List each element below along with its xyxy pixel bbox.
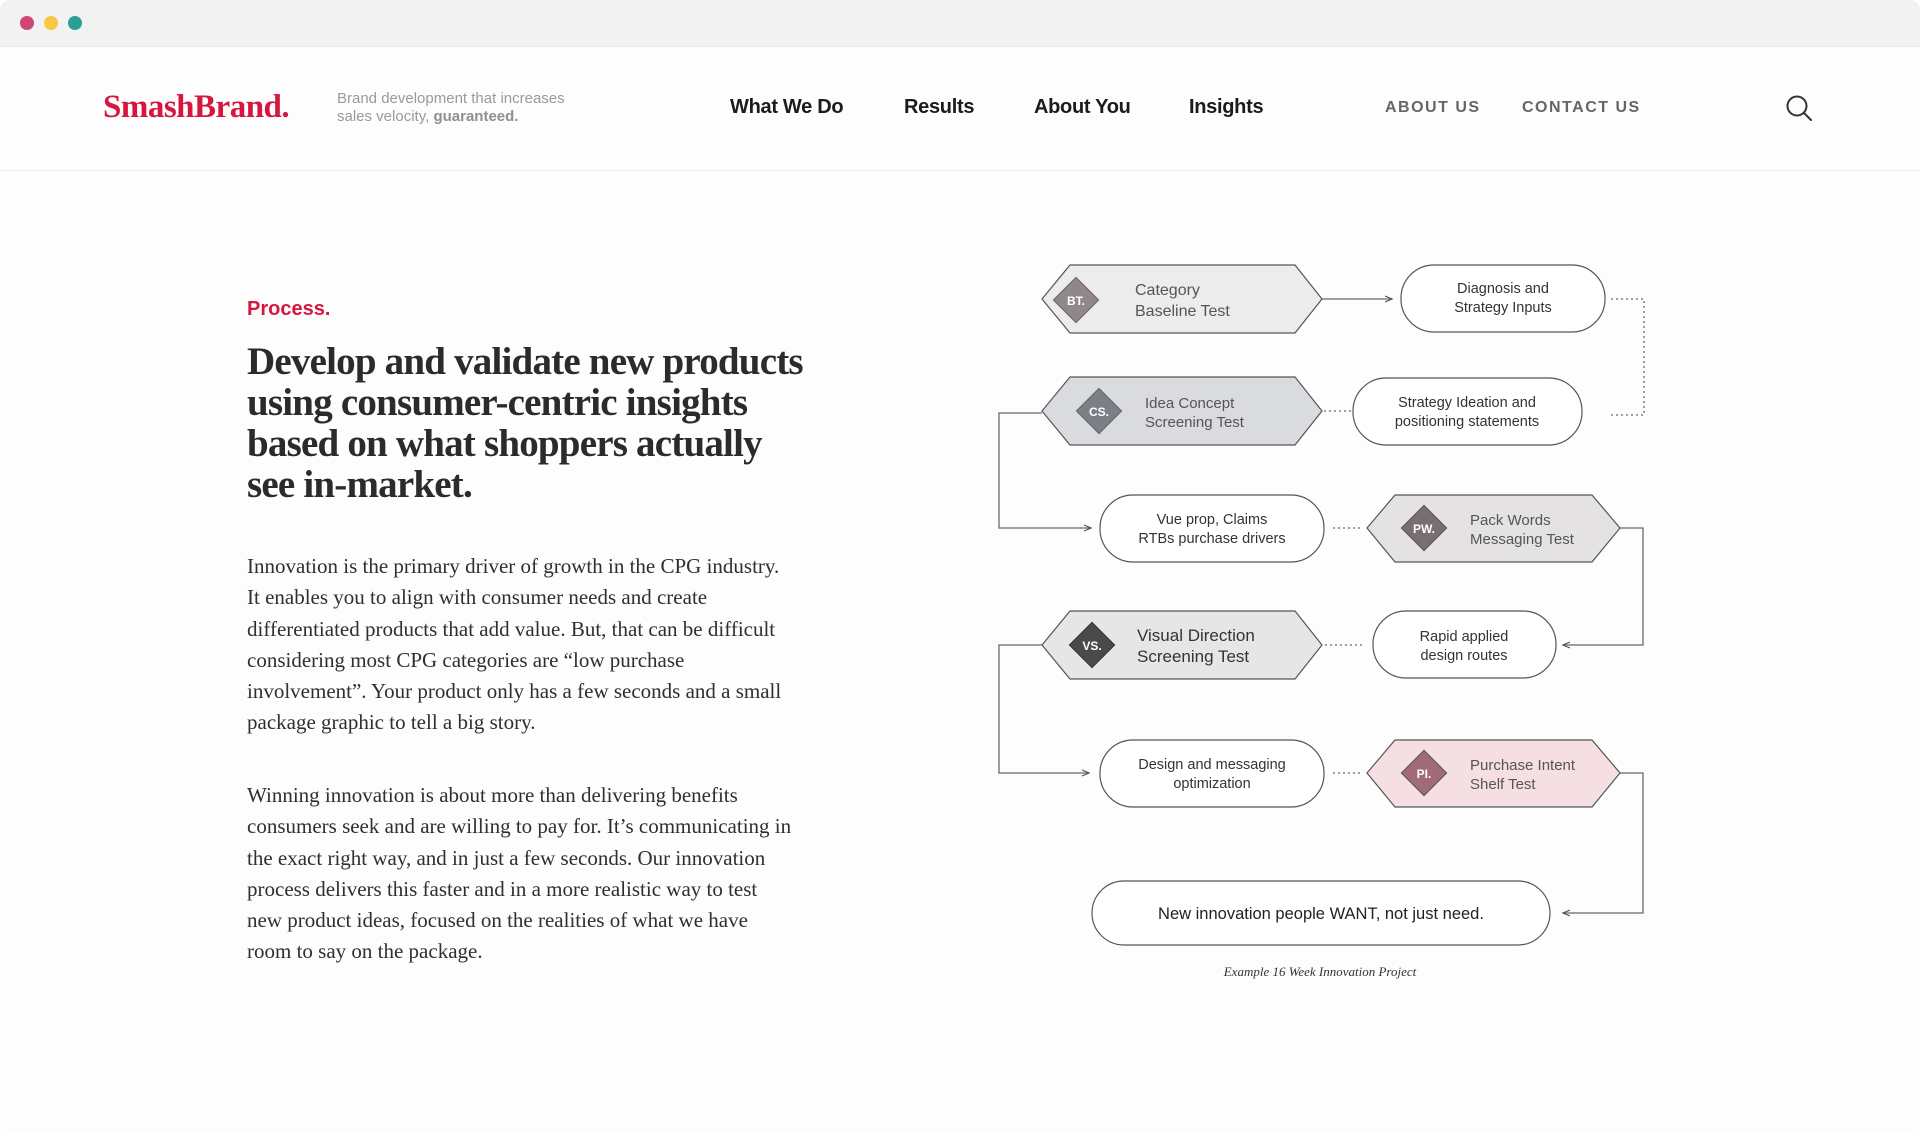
test-cs-line2: Screening Test — [1145, 414, 1244, 431]
badge-pi-label: PI. — [1416, 767, 1432, 781]
tagline-text: Brand development that increases sales velocity, — [337, 90, 565, 125]
section-eyebrow: Process. — [247, 298, 331, 320]
close-window-dot[interactable] — [20, 16, 34, 30]
step-optimization-line2: optimization — [1173, 776, 1251, 792]
body-paragraph-2: Winning innovation is about more than delivering benefits consumers seek and are willing to pay for. It’s communicating in the exact right way, and in just a few seconds. Our innovation process delivers this faster and in a more realistic way to test new product ideas, focused on the realities of what we have room to say on the package. — [247, 783, 792, 964]
step-node-design-routes — [1373, 611, 1556, 678]
step-value-prop-line2: RTBs purchase drivers — [1138, 531, 1286, 547]
step-node-optimization — [1100, 740, 1324, 807]
test-bt-line1: Category — [1135, 282, 1200, 299]
test-node-bt — [1042, 265, 1322, 333]
nav-results[interactable]: Results — [904, 96, 975, 118]
minimize-window-dot[interactable] — [44, 16, 58, 30]
nav-about-us[interactable]: ABOUT US — [1385, 99, 1481, 116]
page-headline: Develop and validate new products using consumer-centric insights based on what shoppers actually see in-market. — [247, 340, 803, 506]
result-text: New innovation people WANT, not just need. — [1158, 905, 1484, 923]
innovation-process-diagram — [990, 255, 1660, 995]
test-node-pi — [1367, 740, 1620, 807]
badge-bt-label: BT. — [1067, 294, 1085, 308]
test-pw-line2: Messaging Test — [1470, 531, 1574, 548]
test-pi-line2: Shelf Test — [1470, 776, 1536, 793]
test-pi-line1: Purchase Intent — [1470, 757, 1576, 774]
step-optimization-line1: Design and messaging — [1138, 757, 1286, 773]
step-diagnosis-line1: Diagnosis and — [1457, 281, 1549, 297]
search-icon[interactable] — [1784, 93, 1814, 123]
nav-about-you[interactable]: About You — [1034, 96, 1131, 118]
step-diagnosis-line2: Strategy Inputs — [1454, 300, 1552, 316]
window-titlebar — [0, 0, 1920, 47]
badge-vs-label: VS. — [1082, 639, 1102, 653]
brand-tagline — [337, 90, 597, 126]
body-paragraph-1: Innovation is the primary driver of growth in the CPG industry. It enables you to align with consumer needs and create differentiated products that add value. But, that can be difficult considering most CPG categories are “low purchase involvement”. Your product only has a few seconds and a small package graphic to tell a big story. — [247, 554, 782, 735]
diagram-caption: Example 16 Week Innovation Project — [1223, 964, 1417, 979]
step-node-diagnosis — [1401, 265, 1605, 332]
result-node — [1092, 881, 1550, 945]
brand-logo[interactable]: SmashBrand. — [103, 89, 290, 125]
test-pw-line1: Pack Words — [1470, 512, 1551, 529]
maximize-window-dot[interactable] — [68, 16, 82, 30]
step-node-value-prop — [1100, 495, 1324, 562]
tagline-emphasis: guaranteed. — [433, 108, 519, 125]
test-cs-line1: Idea Concept — [1145, 395, 1235, 412]
badge-pw-label: PW. — [1412, 522, 1436, 536]
site-header — [0, 47, 1920, 171]
step-ideation-line1: Strategy Ideation and — [1398, 395, 1536, 411]
step-node-ideation — [1353, 378, 1582, 445]
nav-contact-us[interactable]: CONTACT US — [1522, 99, 1641, 116]
test-node-cs — [1042, 377, 1322, 445]
nav-what-we-do[interactable]: What We Do — [730, 96, 844, 118]
test-node-pw — [1367, 495, 1620, 562]
test-vs-line1: Visual Direction — [1137, 626, 1255, 645]
nav-insights[interactable]: Insights — [1189, 96, 1264, 118]
step-value-prop-line1: Vue prop, Claims — [1156, 512, 1268, 528]
step-design-routes-line1: Rapid applied — [1419, 629, 1509, 645]
step-design-routes-line2: design routes — [1420, 648, 1508, 664]
test-bt-line2: Baseline Test — [1135, 303, 1230, 320]
test-node-vs — [1042, 611, 1322, 679]
test-vs-line2: Screening Test — [1137, 647, 1250, 666]
badge-cs-label: CS. — [1088, 405, 1110, 419]
step-ideation-line2: positioning statements — [1394, 414, 1540, 430]
